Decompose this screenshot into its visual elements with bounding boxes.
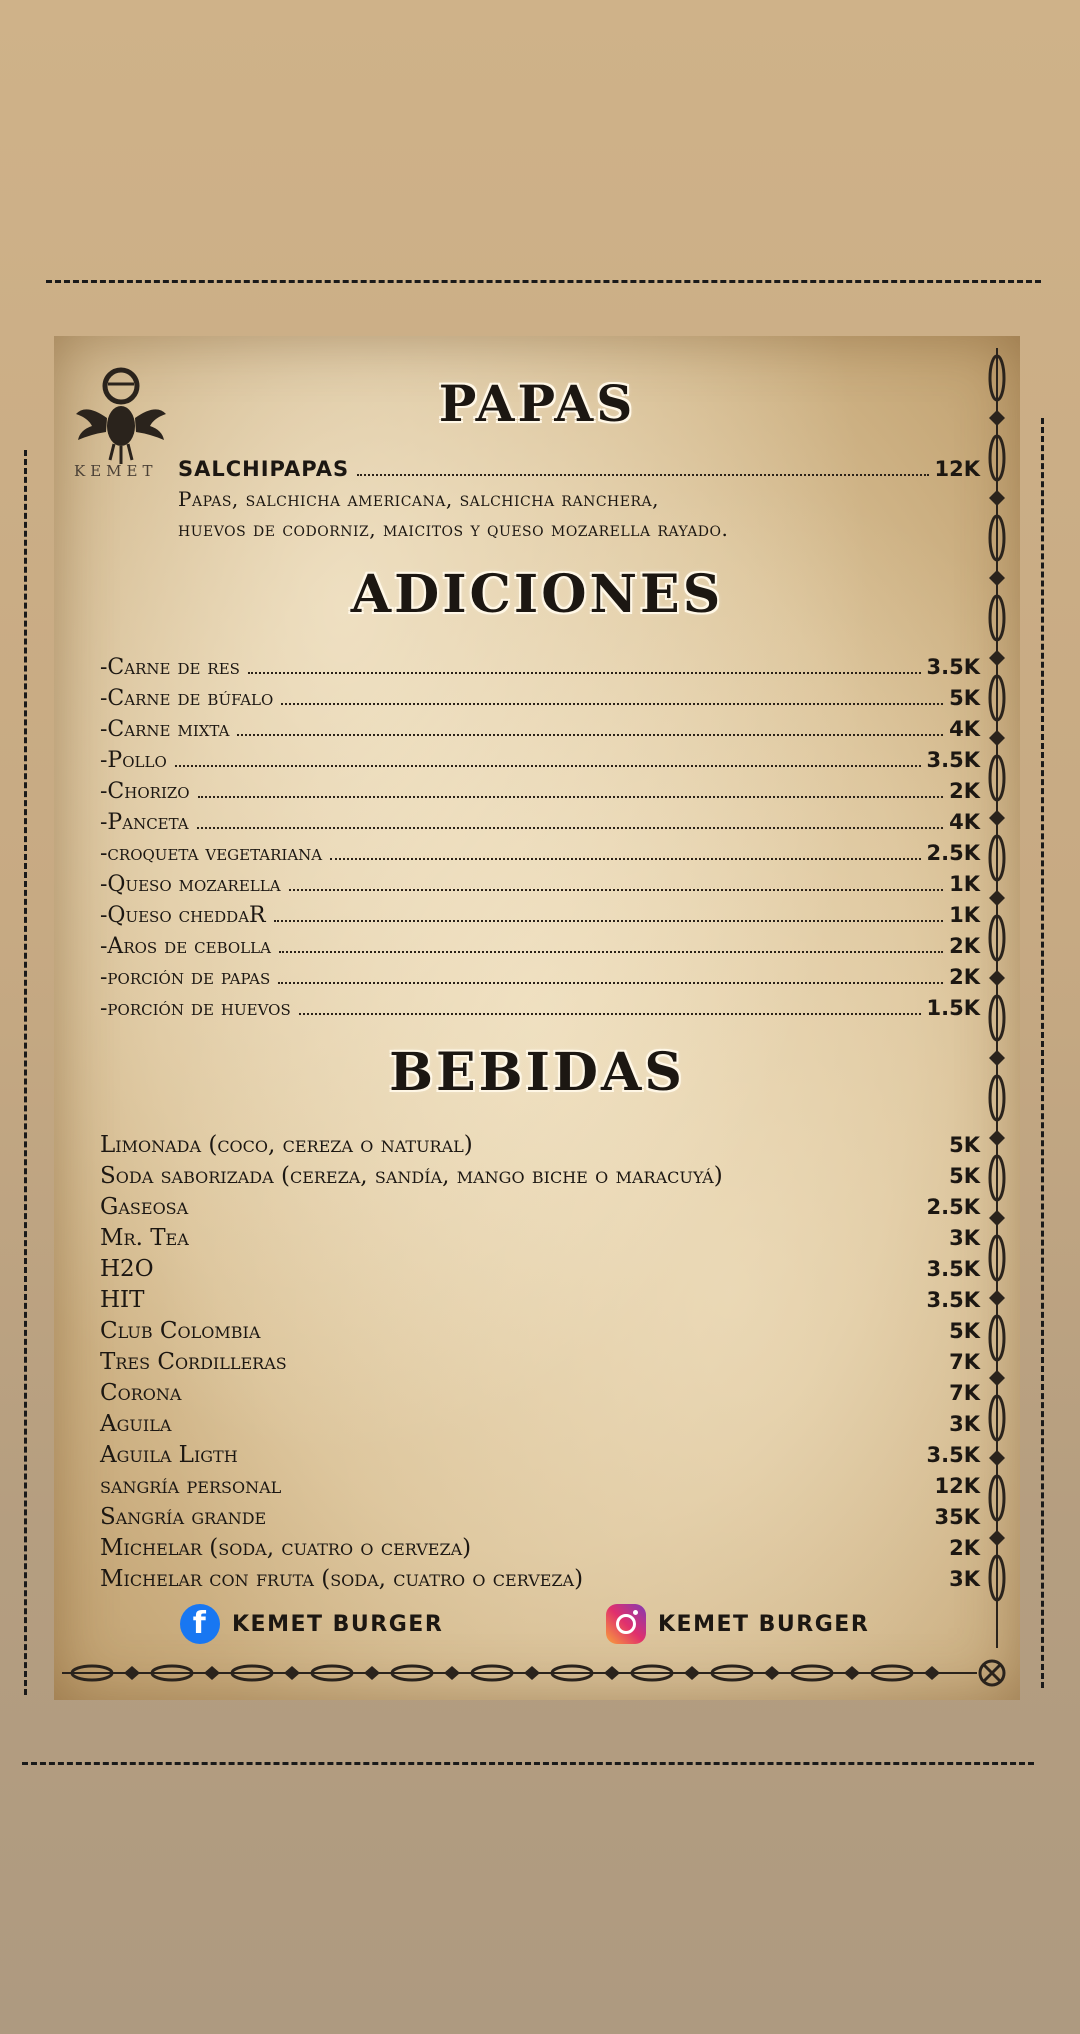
ornamental-border-right [984, 348, 1010, 1648]
list-item: Mr. Tea 3K [100, 1225, 980, 1251]
list-item: -Chorizo 2K [100, 779, 980, 804]
list-item: Aguila 3K [100, 1411, 980, 1437]
salchipapas-name: SALCHIPAPAS [178, 457, 350, 481]
papas-heading: PAPAS [438, 374, 636, 433]
instagram-label: KEMET BURGER [658, 1611, 870, 1637]
list-item: Gaseosa 2.5K [100, 1194, 980, 1220]
list-item: -Aros de cebolla 2K [100, 934, 980, 959]
top-dashed-line [46, 280, 1041, 283]
bottom-dashed-line [22, 1762, 1034, 1765]
right-dashed-line [1041, 418, 1044, 1688]
facebook-label: KEMET BURGER [232, 1611, 444, 1637]
facebook-icon: f [180, 1604, 220, 1644]
list-item: Club Colombia 5K [100, 1318, 980, 1344]
list-item: Limonada (coco, cereza o natural) 5K [100, 1132, 980, 1158]
menu-card [54, 336, 1020, 1700]
adiciones-heading: ADICIONES [350, 564, 724, 625]
list-item: HIT 3.5K [100, 1287, 980, 1313]
description-line: Papas, salchicha americana, salchicha ranchera, [178, 487, 659, 511]
list-item: -Queso cheddaR 1K [100, 903, 980, 928]
list-item: H2O 3.5K [100, 1256, 980, 1282]
list-item: Tres Cordilleras 7K [100, 1349, 980, 1375]
list-item: Sangría grande 35K [100, 1504, 980, 1530]
list-item: -Queso mozarella 1K [100, 872, 980, 897]
list-item: Michelar (soda, cuatro o cerveza) 2K [100, 1535, 980, 1561]
list-item: -Carne de búfalo 5K [100, 686, 980, 711]
left-dashed-line [24, 450, 27, 1695]
instagram-link[interactable] [606, 1604, 869, 1644]
list-item: Michelar con fruta (soda, cuatro o cerveza) 3K [100, 1566, 980, 1592]
description-line: huevos de codorniz, maicitos y queso mozarella rayado. [178, 517, 729, 541]
list-item: -Pollo 3.5K [100, 748, 980, 773]
list-item: -porción de huevos 1.5K [100, 996, 980, 1021]
list-item: -Carne mixta 4K [100, 717, 980, 742]
ornamental-border-bottom [62, 1658, 1012, 1688]
list-item: Soda saborizada (cereza, sandía, mango biche o maracuyá) 5K [100, 1163, 980, 1189]
facebook-link[interactable] [180, 1604, 443, 1644]
list-item: sangría personal 12K [100, 1473, 980, 1499]
list-item: -Carne de res 3.5K [100, 655, 980, 680]
list-item: -porción de papas 2K [100, 965, 980, 990]
salchipapas-row [178, 454, 980, 484]
list-item: Corona 7K [100, 1380, 980, 1406]
bebidas-heading: BEBIDAS [389, 1042, 685, 1103]
salchipapas-price: 12K [934, 457, 980, 481]
list-item: -Panceta 4K [100, 810, 980, 835]
logo-text: KEMET [74, 462, 158, 480]
list-item: -croqueta vegetariana 2.5K [100, 841, 980, 866]
instagram-icon [606, 1604, 646, 1644]
social-footer [54, 1604, 1020, 1650]
list-item: Aguila Ligth 3.5K [100, 1442, 980, 1468]
salchipapas-description [178, 484, 878, 544]
dot-leader [357, 474, 928, 476]
